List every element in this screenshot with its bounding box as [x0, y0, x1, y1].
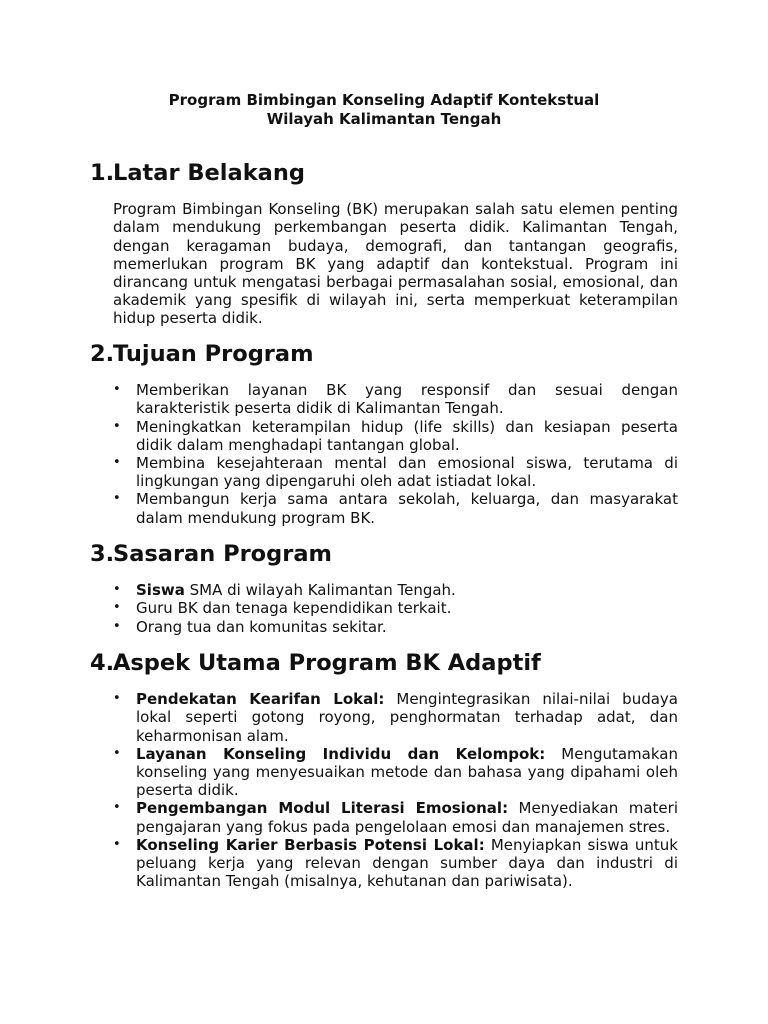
bullet-icon: • [113, 600, 121, 616]
bullet-list [113, 581, 678, 636]
list-item: • Orang tua dan komunitas sekitar. [113, 617, 387, 636]
list-item: • Pendekatan Kearifan Lokal: Mengintegrasikan nilai-nilai budaya lokal seperti gotong royong, penghormatan terhadap adat, dan keharmonisan alam. [113, 690, 678, 745]
bullet-icon: • [113, 418, 121, 434]
list-item: • Pengembangan Modul Literasi Emosional: Menyediakan materi pengajaran yang fokus pada pengelolaan emosi dan manajemen stres. [113, 799, 678, 836]
section-heading-text: Latar Belakang [113, 160, 305, 186]
list-item: • Membina kesejahteraan mental dan emosional siswa, terutama di lingkungan yang dipengaruhi oleh adat istiadat lokal. [113, 454, 678, 491]
bullet-list [113, 381, 678, 527]
section-heading [90, 160, 678, 186]
title-line-2: Wilayah Kalimantan Tengah [266, 110, 502, 128]
list-item: • Konseling Karier Berbasis Potensi Lokal: Menyiapkan siswa untuk peluang kerja yang relevan dengan sumber daya dan industri di Kalimantan Tengah (misalnya, kehutanan dan pariwisata). [113, 835, 678, 891]
bullet-icon: • [113, 582, 121, 598]
section-heading [90, 541, 678, 567]
bullet-icon: • [113, 382, 121, 398]
section-latar-belakang [90, 160, 678, 328]
list-item: • Meningkatkan keterampilan hidup (life skills) dan kesiapan peserta didik dalam menghadapi tantangan global. [113, 417, 678, 454]
bullet-icon: • [113, 491, 121, 507]
bullet-icon: • [113, 836, 121, 852]
section-heading [90, 650, 678, 676]
section-heading-text: Sasaran Program [113, 541, 332, 567]
bullet-icon: • [113, 800, 121, 816]
title-line-1: Program Bimbingan Konseling Adaptif Kontekstual [168, 91, 600, 109]
bullet-icon: • [113, 455, 121, 471]
bullet-icon: • [113, 745, 121, 761]
list-item: • Siswa SMA di wilayah Kalimantan Tengah. [113, 581, 456, 600]
list-item: • Membangun kerja sama antara sekolah, keluarga, dan masyarakat dalam mendukung program BK. [113, 490, 678, 527]
section-number: 3. [90, 541, 115, 567]
section-paragraph: Program Bimbingan Konseling (BK) merupakan salah satu elemen penting dalam mendukung perkembangan peserta didik. Kalimantan Tengah, dengan keragaman budaya, demografi, dan tantangan geografis, memerlukan program BK yang adaptif dan kontekstual. Program ini dirancang untuk mengatasi berbagai permasalahan sosial, emosional, dan akademik yang spesifik di wilayah ini, serta memperkuat keterampilan hidup peserta didik. [113, 200, 678, 328]
section-number: 2. [90, 341, 115, 367]
list-item: • Memberikan layanan BK yang responsif dan sesuai dengan karakteristik peserta didik di Kalimantan Tengah. [113, 381, 678, 418]
document-title [0, 91, 768, 129]
section-aspek-utama [90, 650, 678, 891]
section-heading [90, 341, 678, 367]
section-heading-text: Aspek Utama Program BK Adaptif [113, 650, 541, 676]
section-heading-text: Tujuan Program [113, 341, 314, 367]
section-sasaran-program [90, 541, 678, 636]
section-number: 1. [90, 160, 115, 186]
section-number: 4. [90, 650, 115, 676]
bullet-icon: • [113, 618, 121, 634]
section-tujuan-program [90, 341, 678, 527]
list-item: • Layanan Konseling Individu dan Kelompok: Mengutamakan konseling yang menyesuaikan metode dan bahasa yang dipahami oleh peserta didik. [113, 744, 678, 800]
list-item: • Guru BK dan tenaga kependidikan terkait. [113, 599, 452, 618]
bullet-list [113, 690, 678, 890]
bullet-icon: • [113, 691, 121, 707]
